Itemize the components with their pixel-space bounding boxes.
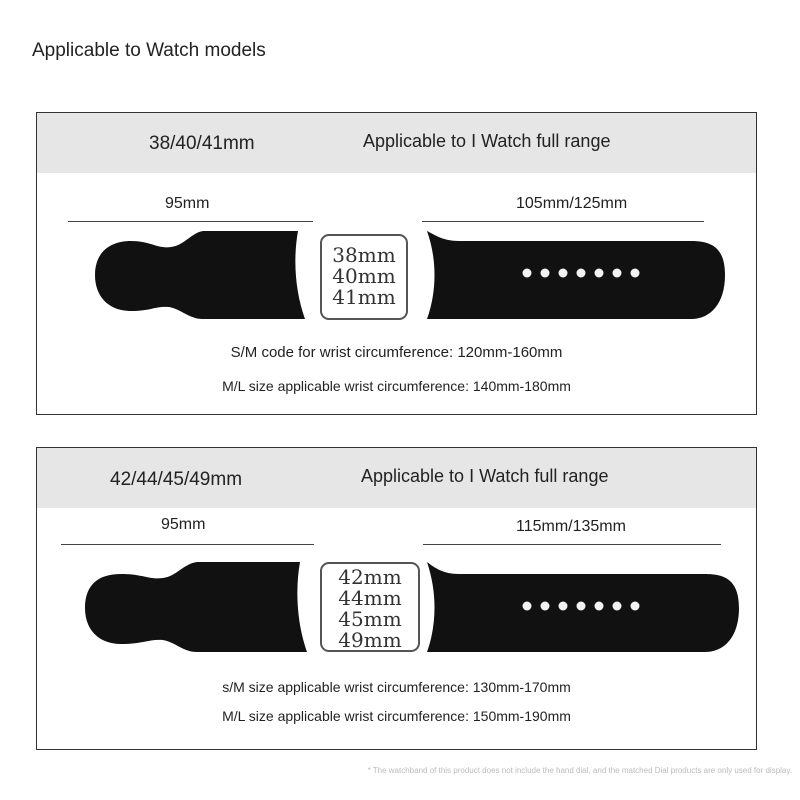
sm-wrist-note: S/M code for wrist circumference: 120mm-160mm <box>230 344 563 361</box>
case-size-badge <box>320 562 420 652</box>
size-panel-small <box>36 112 757 415</box>
case-size-label: 45mm <box>338 607 402 631</box>
case-size-label: 41mm <box>332 285 396 309</box>
short-strap-image <box>83 560 309 654</box>
long-strap-length: 105mm/125mm <box>516 195 628 212</box>
case-size-label: 44mm <box>338 586 402 610</box>
short-strap-length: 95mm <box>165 195 210 212</box>
page-title: Applicable to Watch models <box>32 40 266 61</box>
compatibility-heading: Applicable to I Watch full range <box>363 131 611 151</box>
long-strap-dimension-line <box>423 544 721 545</box>
ml-wrist-note: M/L size applicable wrist circumference: 140mm-180mm <box>222 378 571 394</box>
long-strap-image <box>425 229 729 321</box>
short-strap-image <box>93 229 307 321</box>
short-strap-length: 95mm <box>161 516 206 533</box>
case-size-badge <box>320 234 408 320</box>
case-size-label: 49mm <box>338 628 402 652</box>
panel-header <box>37 113 756 173</box>
panel-header <box>37 448 756 508</box>
disclaimer-note: * The watchband of this product does not include the hand dial, and the matched Dial products are only used for display. <box>367 766 792 775</box>
short-strap-dimension-line <box>61 544 314 545</box>
long-strap-image <box>425 560 743 654</box>
short-strap-dimension-line <box>68 221 313 222</box>
compatibility-heading: Applicable to I Watch full range <box>361 466 609 486</box>
size-panel-large <box>36 447 757 750</box>
ml-wrist-note: M/L size applicable wrist circumference: 150mm-190mm <box>222 708 571 724</box>
long-strap-length: 115mm/135mm <box>516 518 626 535</box>
sm-wrist-note: s/M size applicable wrist circumference: 130mm-170mm <box>222 679 571 695</box>
case-size-label: 42mm <box>338 565 402 589</box>
case-size-heading: 42/44/45/49mm <box>110 469 243 490</box>
case-size-label: 38mm <box>332 243 396 267</box>
case-size-heading: 38/40/41mm <box>149 133 255 154</box>
long-strap-dimension-line <box>422 221 704 222</box>
case-size-label: 40mm <box>332 264 396 288</box>
